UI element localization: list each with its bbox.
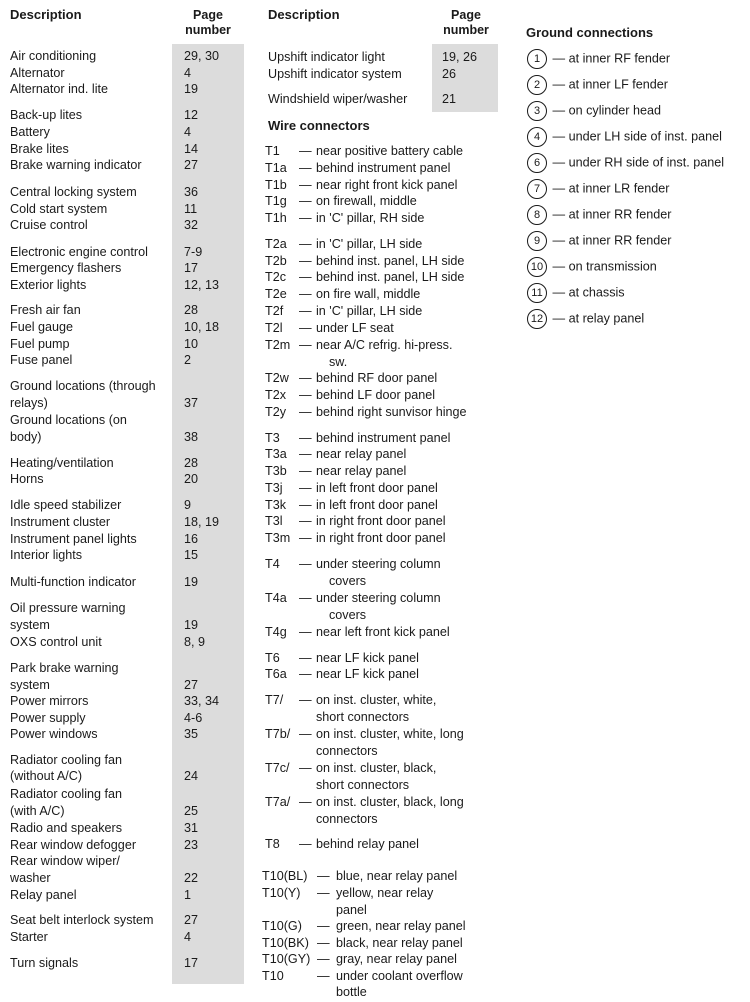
wire-location: covers [329,608,367,622]
row-desc: Turn signals [10,956,79,970]
wire-location: near left front kick panel [316,625,450,639]
row-page: 4 [184,66,192,80]
row-page: 14 [184,142,199,156]
row-desc: Multi-function indicator [10,575,136,589]
row-desc: Central locking system [10,185,137,199]
row-page: 22 [184,871,199,885]
wire-code: T1 [265,144,280,158]
wire-location: behind instrument panel [316,431,451,445]
wire-code: T6 [265,651,280,665]
row-desc: Alternator ind. lite [10,82,109,96]
row-desc: Battery [10,125,50,139]
wire-code: T1g [265,194,287,208]
row-desc: Windshield wiper/washer [268,92,408,106]
row-desc: relays) [10,396,48,410]
wire-dash: — [299,254,312,268]
ground-location: — at inner LR fender [552,181,670,196]
row-desc: Radio and speakers [10,821,123,835]
ground-location: — under LH side of inst. panel [552,129,722,144]
wire-code: T1a [265,161,287,175]
wire-code: T8 [265,837,280,851]
wire-dash: — [317,969,330,983]
wire-dash: — [299,178,312,192]
row-page: 27 [184,678,199,692]
row-page: 4 [184,125,192,139]
ground-item [527,308,644,328]
row-page: 35 [184,727,199,741]
wire-code: T2x [265,388,286,402]
col1-desc-header: Description [10,7,82,22]
ground-item [527,126,722,146]
row-desc: Power windows [10,727,98,741]
row-page: 7-9 [184,245,203,259]
wire-code: T10(GY) [262,952,311,966]
wire-dash: — [299,447,312,461]
wire-dash: — [299,795,312,809]
row-desc: Idle speed stabilizer [10,498,122,512]
row-page: 16 [184,532,199,546]
wire-dash: — [299,431,312,445]
row-page: 33, 34 [184,694,220,708]
row-desc: Radiator cooling fan [10,787,123,801]
ground-number-badge: 8 [527,205,547,225]
ground-item [527,48,670,68]
row-desc: Fuse panel [10,353,73,367]
wire-code: T2f [265,304,284,318]
ground-number-badge: 11 [527,283,547,303]
ground-item [527,74,668,94]
wire-dash: — [317,952,330,966]
row-page: 19 [184,575,199,589]
row-desc: Radiator cooling fan [10,753,123,767]
row-desc: OXS control unit [10,635,102,649]
wire-dash: — [299,270,312,284]
wire-code: T7c/ [265,761,290,775]
wire-location: near positive battery cable [316,144,464,158]
ground-number-badge: 1 [527,49,547,69]
wire-location: behind RF door panel [316,371,438,385]
row-desc: system [10,618,50,632]
wire-location: panel [336,903,367,917]
row-page: 26 [442,67,457,81]
ground-item [527,204,672,224]
wire-code: T2e [265,287,287,301]
ground-number-badge: 6 [527,153,547,173]
wire-code: T3a [265,447,287,461]
wire-dash: — [299,667,312,681]
row-page: 27 [184,913,199,927]
row-desc: Ground locations (through [10,379,156,393]
wire-location: on firewall, middle [316,194,417,208]
row-desc: Interior lights [10,548,83,562]
row-page: 31 [184,821,199,835]
wire-location: in 'C' pillar, LH side [316,304,423,318]
wire-location: in right front door panel [316,531,446,545]
row-desc: Emergency flashers [10,261,122,275]
wire-location: in 'C' pillar, LH side [316,237,423,251]
wire-code: T10(BL) [262,869,308,883]
wire-dash: — [299,557,312,571]
wire-location: short connectors [316,710,410,724]
row-desc: body) [10,430,42,444]
wire-location: near relay panel [316,447,407,461]
row-page: 10, 18 [184,320,220,334]
wire-code: T7a/ [265,795,291,809]
wire-location: in left front door panel [316,498,438,512]
ground-location: — under RH side of inst. panel [552,155,725,170]
wire-location: short connectors [316,778,410,792]
wire-location: blue, near relay panel [336,869,458,883]
wire-location: near right front kick panel [316,178,458,192]
wire-code: T2b [265,254,287,268]
row-desc: Heating/ventilation [10,456,114,470]
row-page: 36 [184,185,199,199]
wire-location: black, near relay panel [336,936,463,950]
ground-location: — on cylinder head [552,103,662,118]
row-desc: Fuel pump [10,337,70,351]
wire-location: near A/C refrig. hi-press. [316,338,453,352]
wire-dash: — [299,211,312,225]
ground-item [527,282,625,302]
ground-item [527,256,657,276]
ground-location: — at chassis [552,285,625,300]
row-desc: Brake lites [10,142,69,156]
index-row [0,574,750,591]
wire-location: behind relay panel [316,837,419,851]
row-page: 18, 19 [184,515,220,529]
row-page: 17 [184,261,199,275]
row-desc: Electronic engine control [10,245,148,259]
wire-dash: — [299,144,312,158]
wire-code: T3l [265,514,283,528]
wire-code: T2c [265,270,286,284]
row-desc: (with A/C) [10,804,65,818]
wire-dash: — [299,514,312,528]
ground-number-badge: 3 [527,101,547,121]
wire-location: under steering column [316,557,441,571]
index-row [0,352,750,369]
row-page: 9 [184,498,192,512]
ground-location: — on transmission [552,259,657,274]
wire-dash: — [299,651,312,665]
wire-location: connectors [316,744,378,758]
ground-item [527,230,672,250]
row-page: 17 [184,956,199,970]
wire-dash: — [299,464,312,478]
row-page: 25 [184,804,199,818]
row-desc: washer [10,871,51,885]
row-page: 12, 13 [184,278,220,292]
row-desc: Brake warning indicator [10,158,142,172]
wire-code: T4 [265,557,280,571]
row-page: 1 [184,888,192,902]
wire-dash: — [299,237,312,251]
row-desc: Instrument cluster [10,515,111,529]
wire-dash: — [299,405,312,419]
wire-location: near relay panel [316,464,407,478]
ground-number-badge: 10 [527,257,547,277]
wire-code: T10 [262,969,284,983]
wire-location: under coolant overflow [336,969,463,983]
row-page: 23 [184,838,199,852]
wire-location: on inst. cluster, black, [316,761,437,775]
wire-code: T7b/ [265,727,291,741]
row-desc: Power mirrors [10,694,89,708]
wire-location: bottle [336,985,367,999]
wire-dash: — [299,481,312,495]
row-page: 12 [184,108,199,122]
wire-location: under LF seat [316,321,394,335]
wire-dash: — [299,591,312,605]
wire-code: T10(G) [262,919,302,933]
row-desc: Air conditioning [10,49,97,63]
ground-number-badge: 2 [527,75,547,95]
wire-dash: — [299,161,312,175]
wire-dash: — [317,936,330,950]
col2-page-header: Page number [443,8,489,37]
row-desc: Ground locations (on [10,413,127,427]
row-page: 19 [184,618,199,632]
wire-code: T4a [265,591,287,605]
wire-location: behind instrument panel [316,161,451,175]
wire-code: T3k [265,498,286,512]
ground-number-badge: 4 [527,127,547,147]
wire-location: in right front door panel [316,514,446,528]
wire-code: T2m [265,338,291,352]
wire-location: on inst. cluster, black, long [316,795,464,809]
wire-dash: — [299,693,312,707]
wire-dash: — [299,304,312,318]
wire-code: T2a [265,237,287,251]
wire-dash: — [299,498,312,512]
row-desc: Back-up lites [10,108,83,122]
ground-item [527,100,661,120]
row-desc: Park brake warning [10,661,119,675]
wire-location: behind inst. panel, LH side [316,254,465,268]
row-page: 21 [442,92,457,106]
wire-dash: — [299,625,312,639]
row-page: 38 [184,430,199,444]
row-desc: Exterior lights [10,278,87,292]
wire-code: T3 [265,431,280,445]
wire-location: covers [329,574,367,588]
wire-location: on inst. cluster, white, [316,693,437,707]
wire-code: T10(Y) [262,886,301,900]
row-desc: Rear window wiper/ [10,854,120,868]
wire-dash: — [299,388,312,402]
wire-dash: — [317,869,330,883]
row-page: 10 [184,337,199,351]
wire-location: on inst. cluster, white, long [316,727,464,741]
wire-location: gray, near relay panel [336,952,457,966]
row-desc: Cold start system [10,202,108,216]
wire-code: T3j [265,481,283,495]
col2-desc-header: Description [268,7,340,22]
wire-location: in 'C' pillar, RH side [316,211,425,225]
row-desc: Horns [10,472,44,486]
row-desc: Cruise control [10,218,88,232]
row-page: 24 [184,769,199,783]
wire-dash: — [299,727,312,741]
ground-location: — at inner RR fender [552,207,672,222]
row-desc: (without A/C) [10,769,83,783]
row-page: 27 [184,158,199,172]
wire-dash: — [317,919,330,933]
wire-code: T10(BK) [262,936,309,950]
row-page: 11 [184,202,198,216]
wire-code: T1b [265,178,287,192]
row-page: 15 [184,548,199,562]
ground-item [527,178,669,198]
wire-location: connectors [316,812,378,826]
row-desc: Instrument panel lights [10,532,137,546]
wire-dash: — [299,371,312,385]
row-page: 32 [184,218,199,232]
wire-code: T4g [265,625,287,639]
wire-location: near LF kick panel [316,667,419,681]
wire-location: behind LF door panel [316,388,436,402]
row-desc: Oil pressure warning [10,601,126,615]
wire-location: behind right sunvisor hinge [316,405,467,419]
wire-location: yellow, near relay [336,886,434,900]
ground-number-badge: 9 [527,231,547,251]
wire-location: behind inst. panel, LH side [316,270,465,284]
wire-location: in left front door panel [316,481,438,495]
wire-location: under steering column [316,591,441,605]
wire-dash: — [299,194,312,208]
wire-dash: — [299,321,312,335]
ground-location: — at inner RR fender [552,233,672,248]
wire-dash: — [299,761,312,775]
row-desc: Seat belt interlock system [10,913,154,927]
wire-location: green, near relay panel [336,919,466,933]
row-page: 4-6 [184,711,203,725]
row-page: 20 [184,472,199,486]
row-desc: Upshift indicator system [268,67,402,81]
row-page: 8, 9 [184,635,206,649]
wire-location: near LF kick panel [316,651,419,665]
row-desc: Rear window defogger [10,838,137,852]
ground-location: — at relay panel [552,311,645,326]
wire-dash: — [299,287,312,301]
row-desc: Alternator [10,66,65,80]
wire-location: sw. [329,355,348,369]
wire-code: T2y [265,405,286,419]
row-desc: Power supply [10,711,86,725]
row-page: 28 [184,303,199,317]
wire-location: on fire wall, middle [316,287,421,301]
wire-dash: — [299,837,312,851]
wire-code: T3m [265,531,291,545]
row-page: 28 [184,456,199,470]
row-page: 37 [184,396,199,410]
col1-page-header: Page number [185,8,231,37]
wire-code: T6a [265,667,287,681]
wire-connectors-header: Wire connectors [268,118,370,133]
ground-item [527,152,724,172]
wire-dash: — [317,886,330,900]
row-page: 29, 30 [184,49,220,63]
wire-code: T7/ [265,693,284,707]
wire-code: T3b [265,464,287,478]
row-desc: Fresh air fan [10,303,81,317]
row-desc: Starter [10,930,48,944]
row-desc: Relay panel [10,888,77,902]
ground-location: — at inner RF fender [552,51,671,66]
ground-connections-header: Ground connections [526,25,654,40]
ground-number-badge: 7 [527,179,547,199]
wire-code: T2l [265,321,283,335]
wire-code: T2w [265,371,289,385]
row-desc: Fuel gauge [10,320,74,334]
ground-location: — at inner LF fender [552,77,669,92]
wire-code: T1h [265,211,287,225]
row-desc: system [10,678,50,692]
row-desc: Upshift indicator light [268,50,385,64]
wire-dash: — [299,338,312,352]
row-page: 4 [184,930,192,944]
row-page: 19, 26 [442,50,478,64]
ground-number-badge: 12 [527,309,547,329]
row-page: 19 [184,82,199,96]
wire-dash: — [299,531,312,545]
row-page: 2 [184,353,192,367]
